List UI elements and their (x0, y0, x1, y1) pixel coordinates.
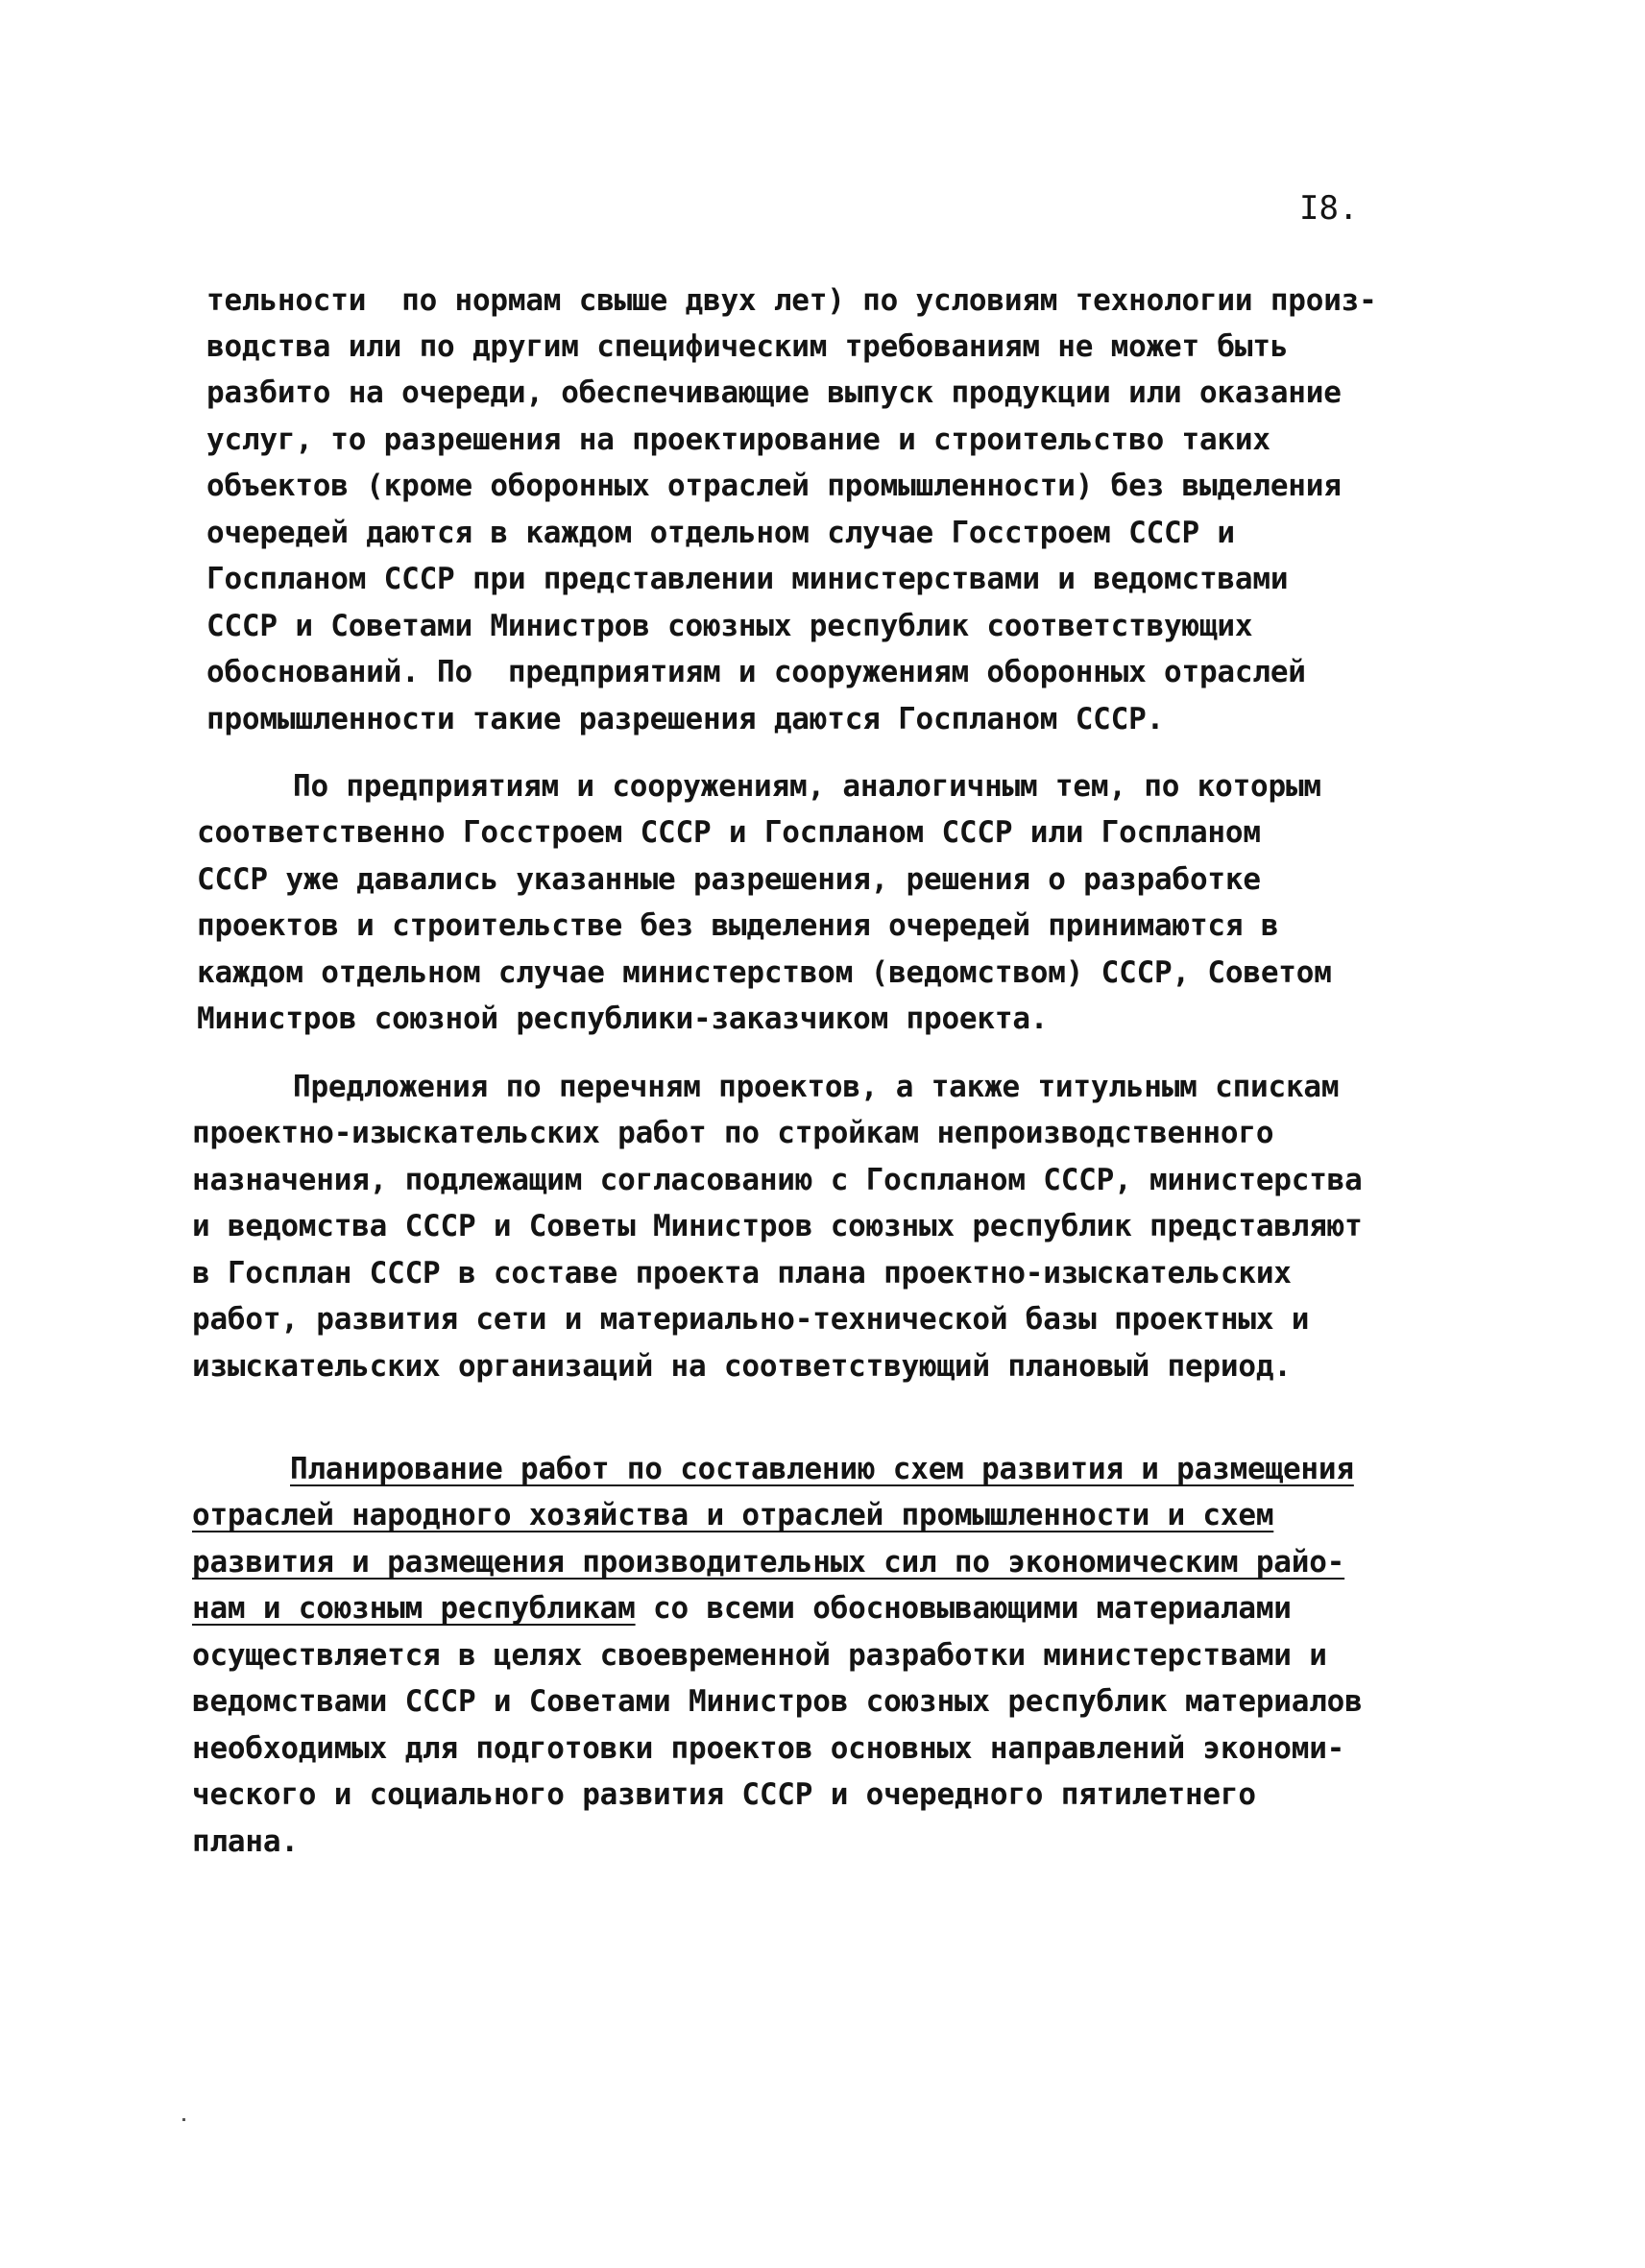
text-line: разбито на очереди, обеспечивающие выпуск продукции или оказание (206, 375, 1342, 410)
underlined-text-line: отраслей народного хозяйства и отраслей промышленности и схем (192, 1498, 1274, 1532)
text-line: проектов и строительстве без выделения очередей принимаются в (197, 908, 1279, 943)
text-line: соответственно Госстроем СССР и Госпланом СССР или Госпланом (197, 815, 1261, 850)
text-line: Предложения по перечням проектов, а также титульным спискам (293, 1070, 1340, 1104)
text-line: необходимых для подготовки проектов основных направлений экономи- (192, 1731, 1345, 1766)
text-line: изыскательских организаций на соответствующий плановый период. (192, 1349, 1292, 1384)
text-line: Министров союзной республики-заказчиком проекта. (197, 1001, 1049, 1036)
text-line: назначения, подлежащим согласованию с Госпланом СССР, министерства (192, 1163, 1363, 1197)
text-line: в Госплан СССР в составе проекта плана проектно-изыскательских (192, 1256, 1292, 1291)
text-line: По предприятиям и сооружениям, аналогичным тем, по которым (293, 769, 1321, 804)
text-line: обоснований. По предприятиям и сооружениям оборонных отраслей (206, 655, 1306, 689)
underlined-text-line: Планирование работ по составлению схем развития и размещения (290, 1452, 1354, 1486)
scan-speck (182, 2118, 185, 2121)
text-line: промышленности такие разрешения даются Госпланом СССР. (206, 702, 1165, 736)
mixed-text-line (192, 1591, 1292, 1626)
text-line: ческого и социального развития СССР и очередного пятилетнего (192, 1777, 1256, 1812)
text-line: работ, развития сети и материально-технической базы проектных и (192, 1302, 1310, 1337)
text-line: ведомствами СССР и Советами Министров союзных республик материалов (192, 1684, 1363, 1719)
text-fragment: со всеми обосновывающими материалами (635, 1591, 1292, 1626)
text-line: проектно-изыскательских работ по стройкам непроизводственного (192, 1116, 1274, 1150)
text-line: водства или по другим специфическим требованиям не может быть (206, 329, 1289, 364)
underlined-text-line: развития и размещения производительных сил по экономическим райо- (192, 1545, 1345, 1580)
text-line: СССР и Советами Министров союзных республик соответствующих (206, 609, 1253, 643)
text-line: и ведомства СССР и Советы Министров союзных республик представляют (192, 1209, 1363, 1243)
text-line: СССР уже давались указанные разрешения, решения о разработке (197, 862, 1261, 897)
page-number: I8. (1299, 189, 1359, 228)
text-line: услуг, то разрешения на проектирование и строительство таких (206, 422, 1270, 457)
text-line: Госпланом СССР при представлении министерствами и ведомствами (206, 562, 1289, 596)
text-line: объектов (кроме оборонных отраслей промышленности) без выделения (206, 469, 1342, 503)
text-line: каждом отдельном случае министерством (ведомством) СССР, Советом (197, 955, 1332, 990)
underlined-fragment: нам и союзным республикам (192, 1591, 636, 1626)
text-line: очередей даются в каждом отдельном случае Госстроем СССР и (206, 516, 1235, 550)
text-line: осуществляется в целях своевременной разработки министерствами и (192, 1638, 1327, 1673)
text-line: плана. (192, 1824, 299, 1859)
text-line: тельности по нормам свыше двух лет) по условиям технологии произ- (206, 283, 1377, 318)
